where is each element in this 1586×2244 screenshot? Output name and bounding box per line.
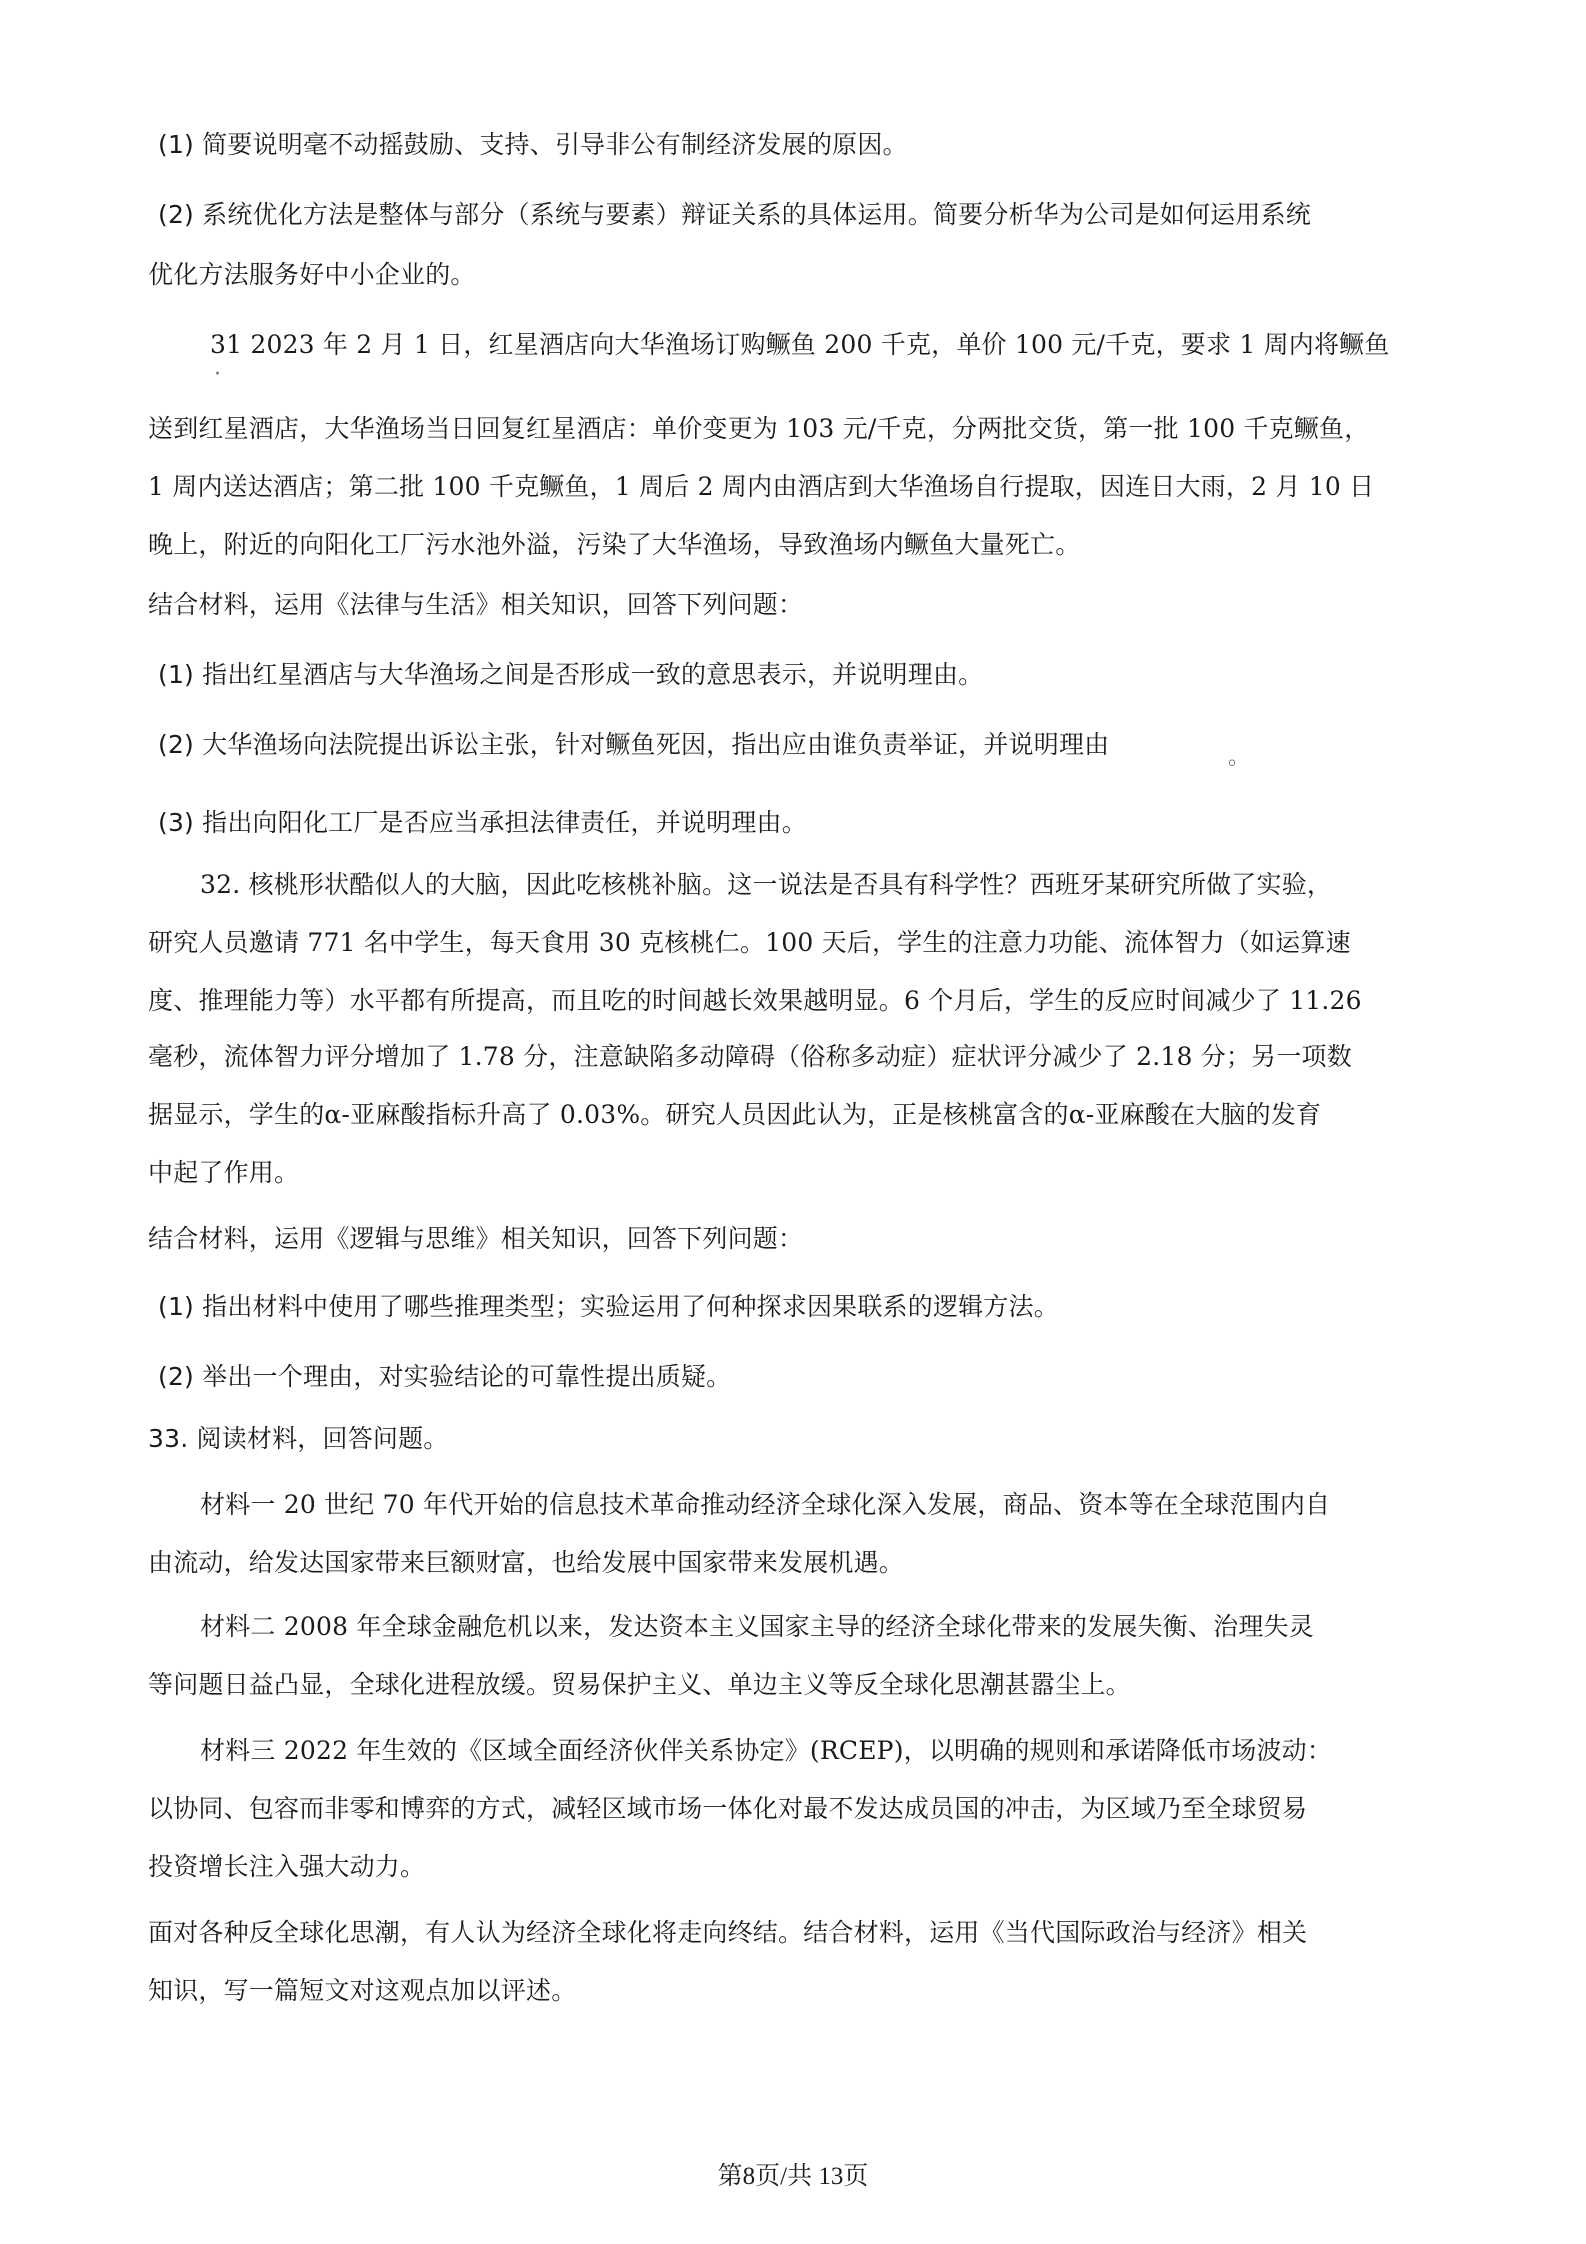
q33-task-line2: 知识，写一篇短文对这观点加以评述。: [148, 1976, 577, 2005]
q31-line2: 送到红星酒店，大华渔场当日回复红星酒店：单价变更为 103 元/千克，分两批交货，第一批 100 千克鳜鱼，: [148, 414, 1370, 443]
q30-part1: (1) 简要说明毫不动摇鼓励、支持、引导非公有制经济发展的原因。: [158, 130, 908, 159]
q33-material2-line1: 材料二 2008 年全球金融危机以来，发达资本主义国家主导的经济全球化带来的发展失衡、治理失灵: [200, 1612, 1314, 1641]
q32-line5: 据显示，学生的α-亚麻酸指标升高了 0.03%。研究人员因此认为，正是核桃富含的α-亚麻酸在大脑的发育: [148, 1100, 1322, 1129]
q31-prompt: 结合材料，运用《法律与生活》相关知识，回答下列问题：: [148, 590, 804, 619]
q32-line2: 研究人员邀请 771 名中学生，每天食用 30 克核桃仁。100 天后，学生的注意力功能、流体智力（如运算速: [148, 928, 1351, 957]
q32-part2: (2) 举出一个理由，对实验结论的可靠性提出质疑。: [158, 1362, 732, 1391]
q32-line1: 32. 核桃形状酷似人的大脑，因此吃核桃补脑。这一说法是否具有科学性？西班牙某研究所做了实验，: [200, 870, 1333, 899]
q33-heading: 33. 阅读材料，回答问题。: [148, 1424, 449, 1453]
q30-part2-line1: (2) 系统优化方法是整体与部分（系统与要素）辩证关系的具体运用。简要分析华为公司是如何运用系统: [158, 200, 1311, 229]
q31-part1: (1) 指出红星酒店与大华渔场之间是否形成一致的意思表示，并说明理由。: [158, 660, 984, 689]
q33-material3-line3: 投资增长注入强大动力。: [148, 1852, 426, 1881]
q32-part1: (1) 指出材料中使用了哪些推理类型；实验运用了何种探求因果联系的逻辑方法。: [158, 1292, 1059, 1321]
q31-line4: 晚上，附近的向阳化工厂污水池外溢，污染了大华渔场，导致渔场内鳜鱼大量死亡。: [148, 530, 1081, 559]
stray-mark: ·: [214, 362, 221, 387]
q33-task-line1: 面对各种反全球化思潮，有人认为经济全球化将走向终结。结合材料，运用《当代国际政治与经济》相关: [148, 1918, 1308, 1947]
q33-material2-line2: 等问题日益凸显，全球化进程放缓。贸易保护主义、单边主义等反全球化思潮甚嚣尘上。: [148, 1670, 1131, 1699]
q33-material1-line2: 由流动，给发达国家带来巨额财富，也给发展中国家带来发展机遇。: [148, 1548, 905, 1577]
q32-line3: 度、推理能力等）水平都有所提高，而且吃的时间越长效果越明显。6 个月后，学生的反应时间减少了 11.26: [148, 986, 1362, 1015]
q33-material1-line1: 材料一 20 世纪 70 年代开始的信息技术革命推动经济全球化深入发展，商品、资本等在全球范围内自: [200, 1490, 1331, 1519]
q31-line3: 1 周内送达酒店；第二批 100 千克鳜鱼，1 周后 2 周内由酒店到大华渔场自行提取，因连日大雨，2 月 10 日: [148, 472, 1375, 501]
page-number: 第8页/共 13页: [717, 2163, 869, 2190]
stray-mark: 。: [1228, 745, 1251, 770]
q33-material3-line1: 材料三 2022 年生效的《区域全面经济伙伴关系协定》(RCEP)，以明确的规则和承诺降低市场波动：: [200, 1736, 1333, 1765]
q31-part3: (3) 指出向阳化工厂是否应当承担法律责任，并说明理由。: [158, 808, 807, 837]
q32-line4: 毫秒，流体智力评分增加了 1.78 分，注意缺陷多动障碍（俗称多动症）症状评分减少了 2.18 分；另一项数: [148, 1042, 1352, 1071]
q33-material3-line2: 以协同、包容而非零和博弈的方式，减轻区域市场一体化对最不发达成员国的冲击，为区域乃至全球贸易: [148, 1794, 1308, 1823]
q31-part2: (2) 大华渔场向法院提出诉讼主张，针对鳜鱼死因，指出应由谁负责举证，并说明理由: [158, 730, 1110, 759]
q30-part2-line2: 优化方法服务好中小企业的。: [148, 260, 476, 289]
q31-line1: 31 2023 年 2 月 1 日，红星酒店向大华渔场订购鳜鱼 200 千克，单价 100 元/千克，要求 1 周内将鳜鱼: [210, 330, 1390, 359]
q32-line6: 中起了作用。: [148, 1158, 300, 1187]
q32-prompt: 结合材料，运用《逻辑与思维》相关知识，回答下列问题：: [148, 1224, 804, 1253]
